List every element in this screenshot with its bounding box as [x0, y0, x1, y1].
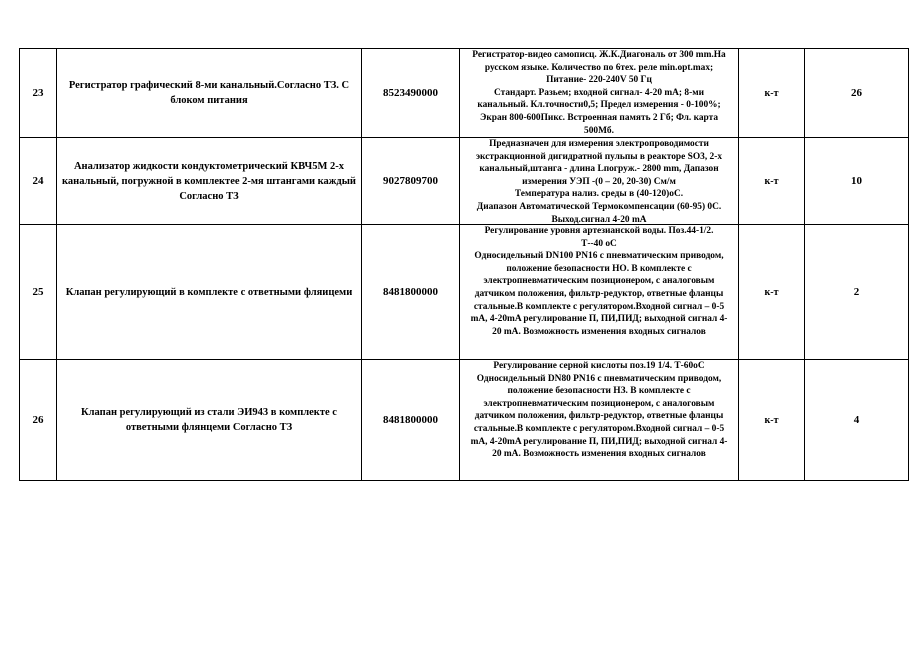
description-line: Регулирование уровня артезианской воды. Поз.44-1/2.	[484, 226, 714, 236]
description-line: Т--40 оС	[581, 238, 617, 249]
description-line: Регулирование серной кислоты поз.19 1/4. Т-60оС	[493, 361, 705, 371]
item-code: 8481800000	[362, 225, 460, 360]
description-line: Односидельный DN100 PN16 с пневматическим приводом,	[474, 251, 724, 262]
description-line: экстракционной дигидратной пульпы в реакторе SO3, 2-х	[475, 151, 723, 162]
item-code: 8523490000	[362, 49, 460, 138]
item-unit: к-т	[739, 360, 805, 481]
table-row	[20, 360, 909, 481]
description-line: Диапазон Автоматической Термокомпенсации (60-95) 0С.	[476, 201, 722, 212]
item-quantity: 2	[805, 225, 909, 360]
description-line: канальный. Кл.точности0,5; Предел измерения - 0-100%;	[477, 100, 721, 111]
item-quantity: 26	[805, 49, 909, 138]
row-number: 23	[20, 49, 57, 138]
item-unit: к-т	[739, 49, 805, 138]
description-line: 20 mA. Возможность изменения входных сигналов	[492, 326, 706, 337]
item-name: Клапан регулирующий из стали ЭИ943 в комплекте с ответными флянцеми Согласно ТЗ	[57, 360, 362, 481]
item-description	[460, 225, 739, 360]
description-line: Регистратор-видео самописц. Ж.К.Диагональ от 300 mm.На	[472, 50, 726, 60]
description-line: стальные.В комплекте с регулятором.Входной сигнал – 0-5	[473, 301, 725, 312]
item-description	[460, 138, 739, 225]
item-name: Анализатор жидкости кондуктометрический КВЧ5М 2-х канальный, погружной в комплектее 2-мя штангами каждый Согласно ТЗ	[57, 138, 362, 225]
row-number: 24	[20, 138, 57, 225]
description-line: стальные.В комплекте с регулятором.Входной сигнал – 0-5	[473, 423, 725, 434]
table-row	[20, 138, 909, 225]
table-row	[20, 49, 909, 138]
description-line: Экран 800-600Пикс. Встроенная память 2 Гб; Фл. карта	[479, 112, 719, 123]
item-unit: к-т	[739, 225, 805, 360]
description-line: Температура нализ. среды в (40-120)оС.	[514, 189, 684, 200]
description-line: Односидельный DN80 PN16 с пневматическим приводом,	[476, 373, 722, 384]
description-line: электропневматическим позиционером, с аналоговым	[483, 398, 715, 409]
table-row	[20, 225, 909, 360]
description-line: 20 mA. Возможность изменения входных сигналов	[492, 449, 706, 460]
description-line: русском языке. Количество по 6тех. реле min.opt.max;	[484, 62, 714, 73]
item-code: 8481800000	[362, 360, 460, 481]
description-line: mA, 4-20mA регулирование П, ПИ,ПИД; выходной сигнал 4-	[470, 314, 728, 325]
description-line: измерения УЭП -(0 – 20, 20-30) См/м	[522, 176, 676, 187]
description-line: 500Мб.	[584, 125, 614, 136]
description-line: Стандарт. Разьем; входной сигнал- 4-20 mA; 8-ми	[494, 87, 704, 98]
item-quantity: 10	[805, 138, 909, 225]
item-unit: к-т	[739, 138, 805, 225]
description-line: электропневматическим позиционером, с аналоговым	[483, 276, 715, 287]
description-line: канальный,штанга - длина Lпогруж.- 2800 mm, Дапазон	[479, 164, 719, 175]
item-description	[460, 49, 739, 138]
description-line: Питание- 220-240V 50 Гц	[546, 75, 652, 86]
row-number: 26	[20, 360, 57, 481]
item-quantity: 4	[805, 360, 909, 481]
description-line: положение безопасности НЗ. В комплекте с	[507, 386, 691, 397]
item-name: Клапан регулирующий в комплекте с ответными фляицеми	[57, 225, 362, 360]
description-line: Выход.сигнал 4-20 mA	[551, 214, 647, 224]
description-line: положение безопасности НО. В комплекте с	[506, 263, 692, 274]
description-line: датчиком положения, фильтр-редуктор, ответные фланцы	[474, 411, 724, 422]
description-line: Предназначен для измерения электропроводимости	[489, 139, 709, 149]
description-line: mA, 4-20mA регулирование П, ПИ,ПИД; выходной сигнал 4-	[470, 436, 728, 447]
item-code: 9027809700	[362, 138, 460, 225]
item-name: Регистратор графический 8-ми канальный.Согласно ТЗ. С блоком питания	[57, 49, 362, 138]
row-number: 25	[20, 225, 57, 360]
specification-table	[19, 48, 909, 481]
description-line: датчиком положения, фильтр-редуктор, ответные фланцы	[474, 288, 724, 299]
item-description	[460, 360, 739, 481]
